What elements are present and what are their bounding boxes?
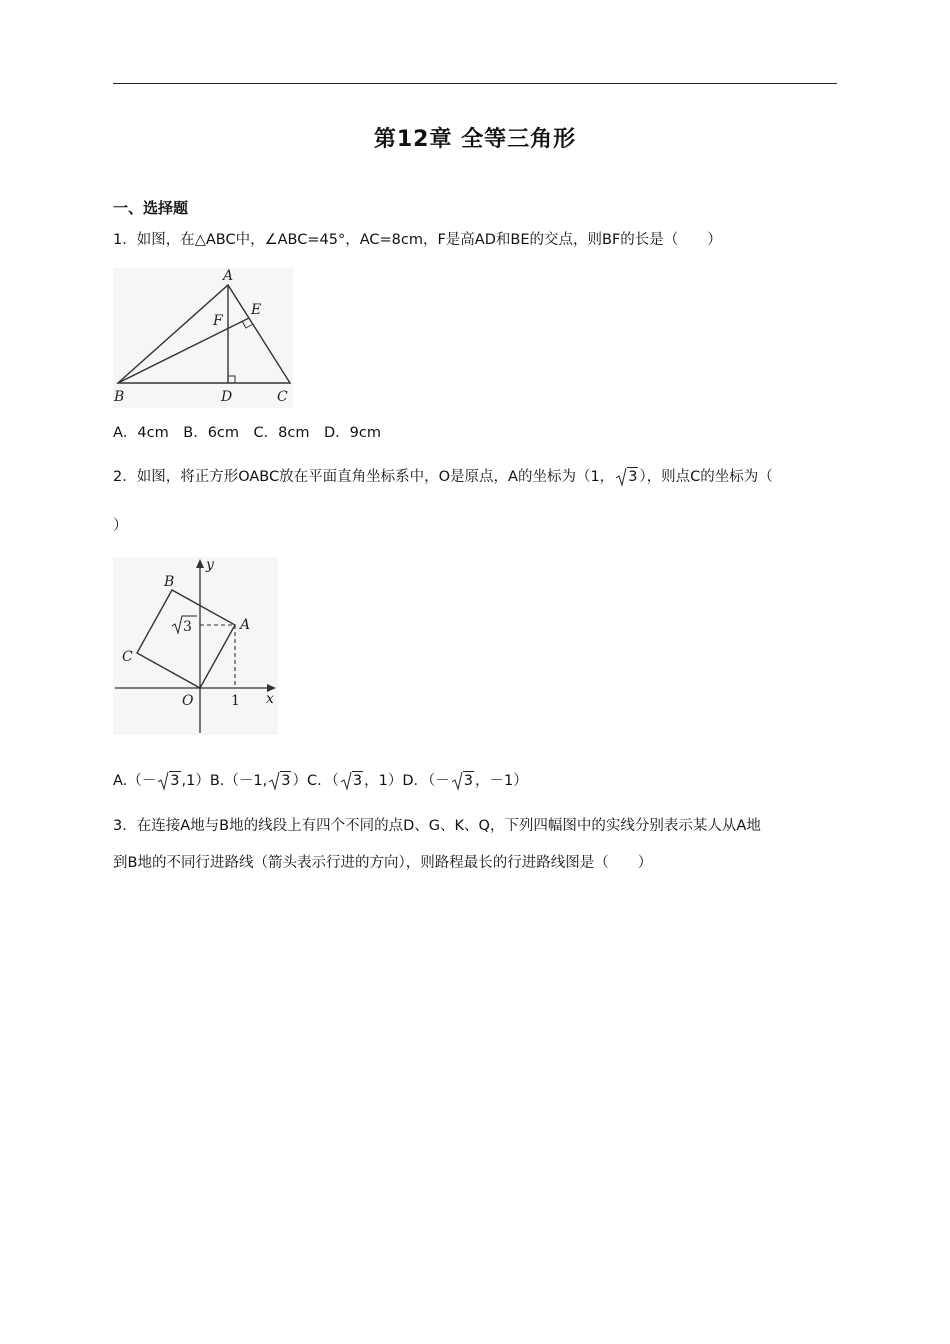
label-y: y [206,557,214,573]
question-1-options: A．4cm B．6cm C．8cm D．9cm [113,425,381,441]
q2-text-after: ），则点C的坐标为（ [639,469,773,485]
radical-sign-icon [157,771,169,791]
section-heading: 一、选择题 [113,199,189,217]
sqrt-3: 3 [340,771,363,791]
label-b: B [114,389,125,405]
header-rule [113,83,837,84]
sqrt-3: 3 [157,771,180,791]
tick-label-1: 1 [231,693,240,709]
label-a: A [223,268,234,284]
label-b: B [164,574,175,590]
label-o: O [182,693,194,709]
label-c: C [277,389,288,405]
label-e: E [251,302,262,318]
triangle-figure [113,268,293,408]
sqrt-3: 3 [268,771,291,791]
label-x: x [266,691,274,707]
label-d: D [221,389,233,405]
figure-background [113,557,278,735]
question-2-close: ） [113,518,128,534]
root-3-label: 3 [183,619,192,635]
page-title: 第12章 全等三角形 [373,127,577,152]
question-2-options: A.（－ 3 ,1）B.（－1, 3 ）C．（ 3 ，1）D．（－ 3 ，－1） [113,773,528,789]
label-c: C [122,649,133,665]
radical-sign-icon [340,771,352,791]
radical-sign-icon [268,771,280,791]
figure-background [113,268,293,408]
radical-sign-icon [615,467,627,487]
question-2-text [113,467,773,487]
q2-text-before: 2．如图，将正方形OABC放在平面直角坐标系中，O是原点，A的坐标为（1， [113,469,615,485]
question-3-line-2: 到B地的不同行进路线（箭头表示行进的方向），则路程最长的行进路线图是（ ） [113,855,653,871]
label-a: A [240,617,251,633]
question-1-text: 1．如图，在△ABC中，∠ABC=45°，AC=8cm，F是高AD和BE的交点，则BF的长是（ ） [113,232,722,248]
sqrt-3: 3 [451,771,474,791]
coordinate-figure [113,557,278,735]
question-3-line-1: 3．在连接A地与B地的线段上有四个不同的点D、G、K、Q，下列四幅图中的实线分别表示某人从A地 [113,818,761,834]
sqrt-3: 3 [615,467,638,487]
radical-sign-icon [451,771,463,791]
label-f: F [213,313,223,329]
